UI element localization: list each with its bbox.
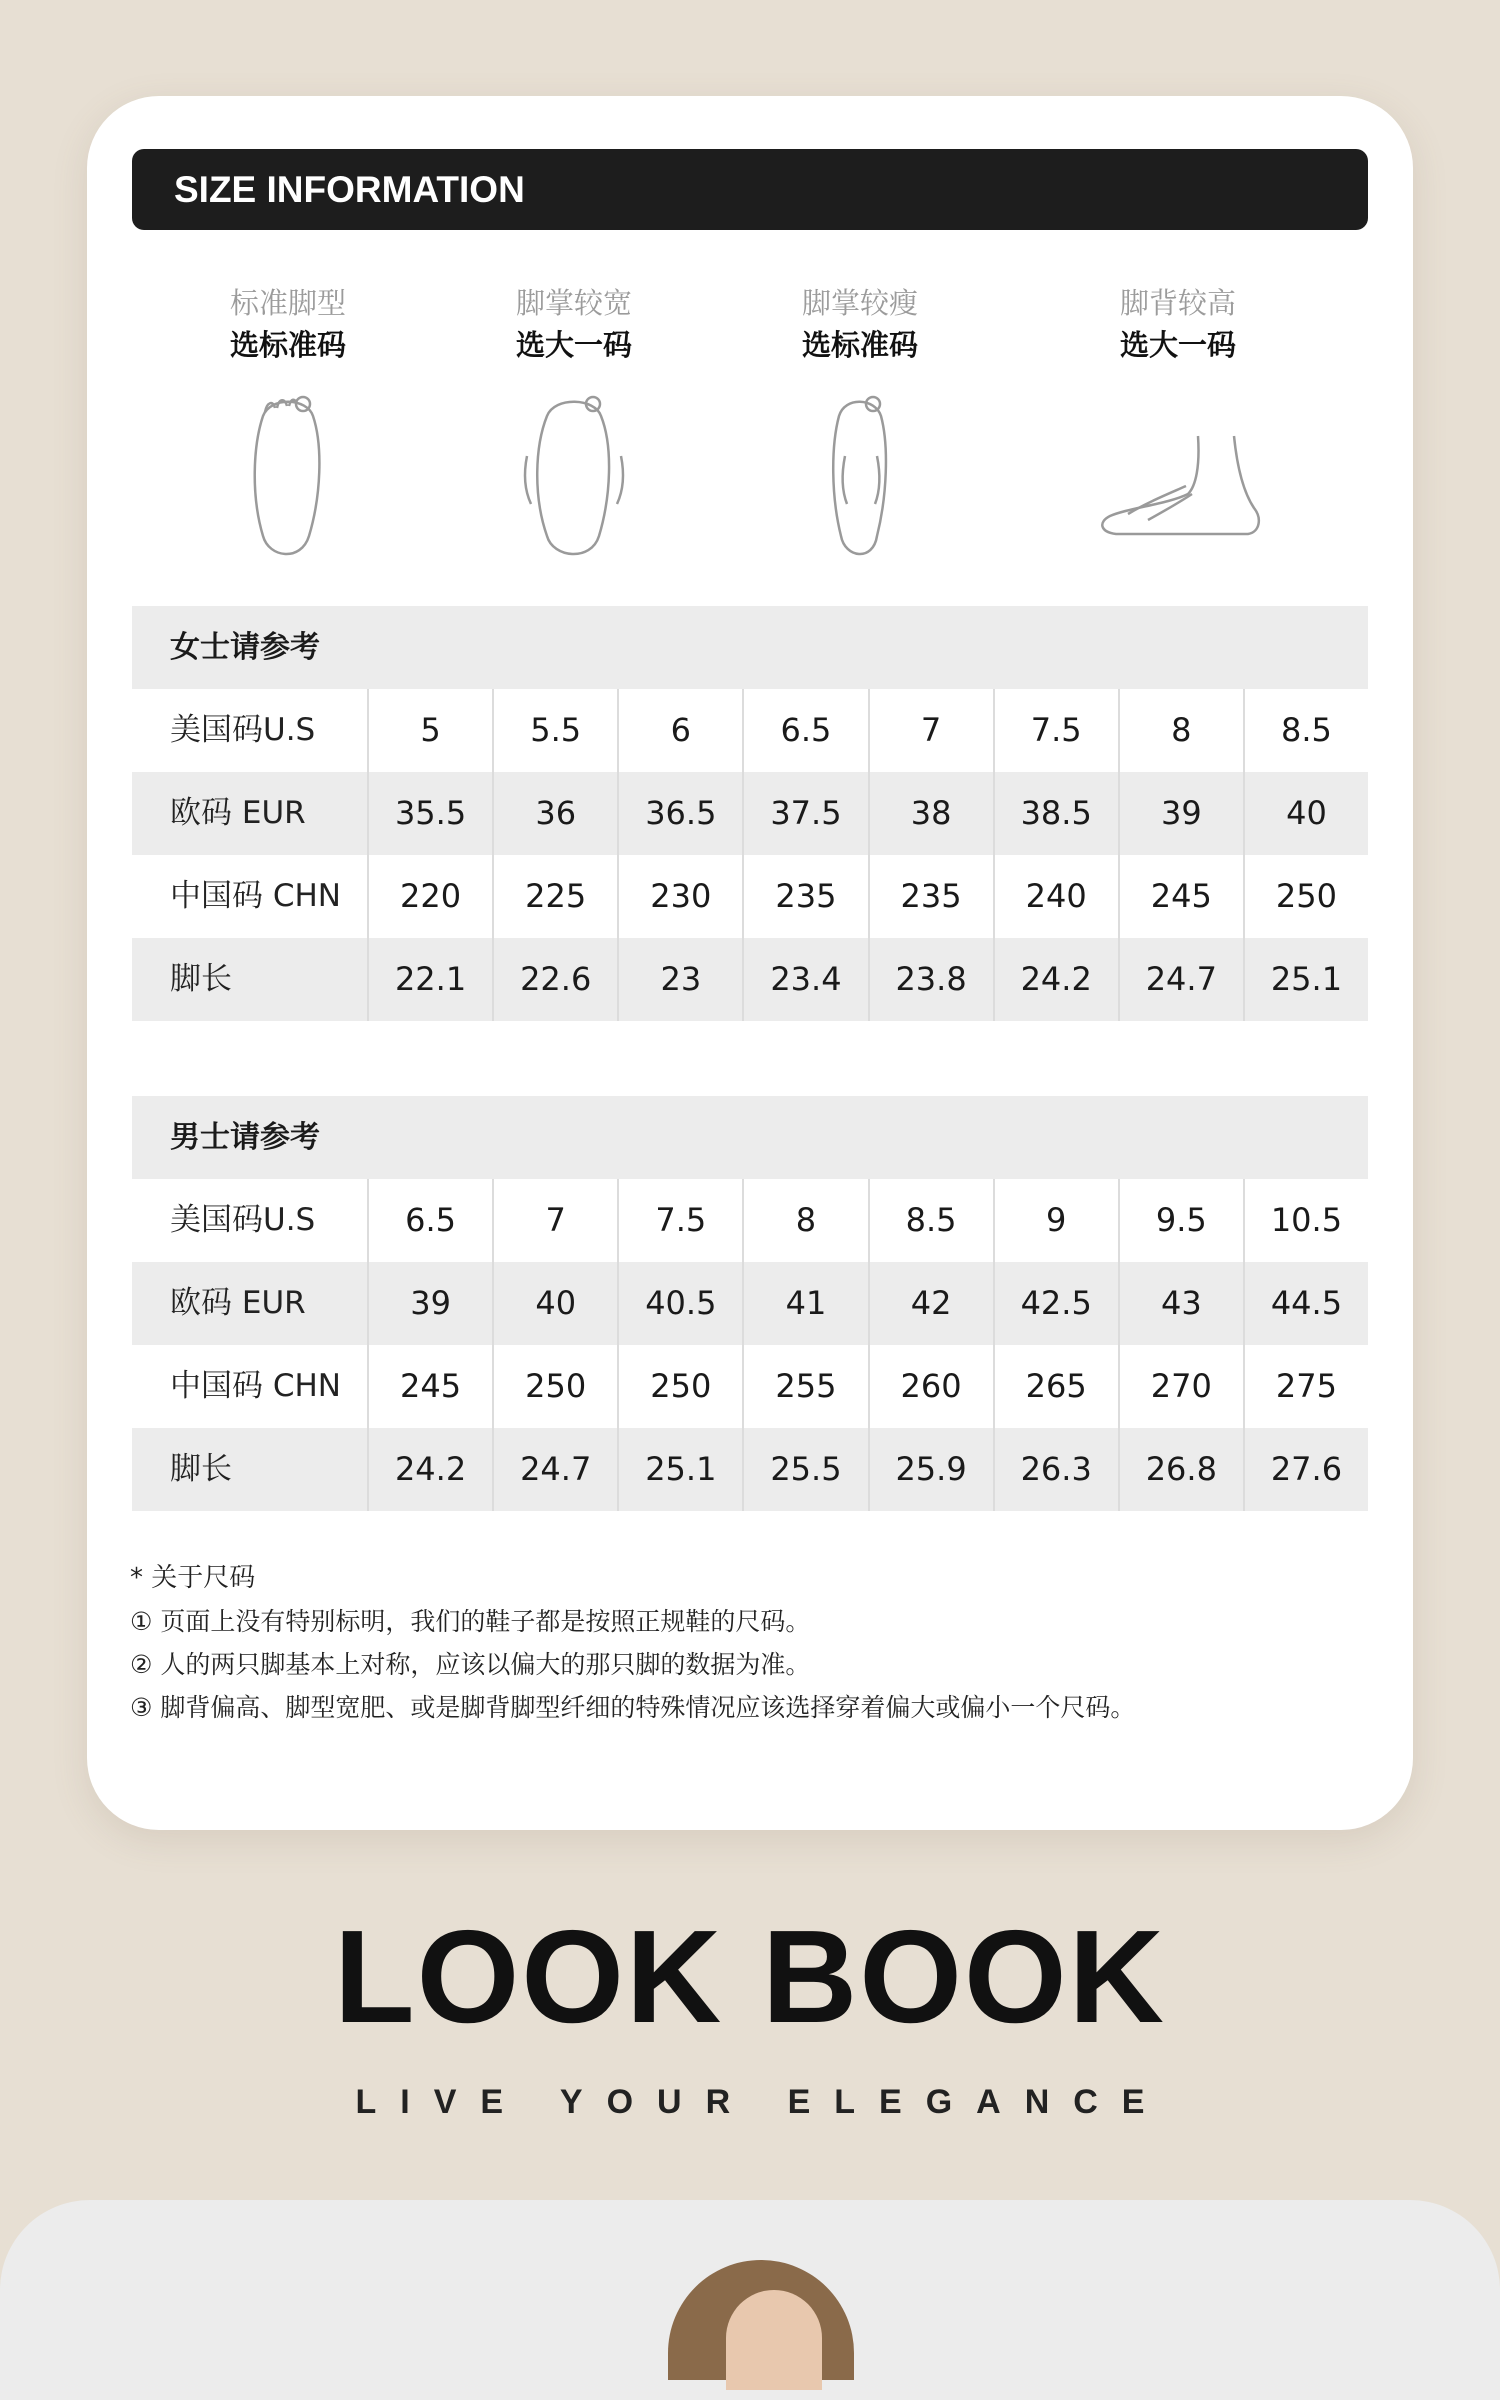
high-instep-foot-icon <box>1088 386 1268 566</box>
table-cell: 250 <box>619 1345 744 1428</box>
table-cell: 43 <box>1120 1262 1245 1345</box>
table-cell: 235 <box>744 855 869 938</box>
note-item: ② 人的两只脚基本上对称，应该以偏大的那只脚的数据为准。 <box>130 1650 811 1679</box>
table-cell: 38.5 <box>995 772 1120 855</box>
table-row <box>132 1262 1368 1345</box>
fit-tip-condition: 脚掌较瘦 <box>801 286 918 320</box>
table-cell: 39 <box>1120 772 1245 855</box>
note-item: ③ 脚背偏高、脚型宽肥、或是脚背脚型纤细的特殊情况应该选择穿着偏大或偏小一个尺码。 <box>130 1693 1136 1722</box>
table-cell: 230 <box>619 855 744 938</box>
table-cell: 25.9 <box>870 1428 995 1511</box>
women-table-title: 女士请参考 <box>132 606 1368 689</box>
table-cell: 25.5 <box>744 1428 869 1511</box>
table-cell: 40 <box>494 1262 619 1345</box>
size-info-banner: SIZE INFORMATION <box>132 149 1368 230</box>
row-label: 脚长 <box>132 938 369 1021</box>
table-cell: 22.1 <box>369 938 494 1021</box>
table-cell: 245 <box>1120 855 1245 938</box>
narrow-foot-icon <box>815 386 905 566</box>
model-face <box>726 2290 822 2390</box>
table-cell: 6.5 <box>369 1179 494 1262</box>
table-cell: 23 <box>619 938 744 1021</box>
table-cell: 26.3 <box>995 1428 1120 1511</box>
table-cell: 250 <box>494 1345 619 1428</box>
men-table-title: 男士请参考 <box>132 1096 1368 1179</box>
table-cell: 7.5 <box>619 1179 744 1262</box>
table-cell: 35.5 <box>369 772 494 855</box>
row-label: 美国码U.S <box>132 689 369 772</box>
fit-tip-standard <box>188 282 388 566</box>
table-cell: 36 <box>494 772 619 855</box>
table-cell: 25.1 <box>619 1428 744 1511</box>
men-size-table <box>132 1096 1368 1511</box>
table-cell: 41 <box>744 1262 869 1345</box>
fit-tip-high-instep <box>1078 282 1278 566</box>
lookbook-photo-panel <box>0 2200 1500 2400</box>
table-cell: 6.5 <box>744 689 869 772</box>
table-cell: 8.5 <box>1280 711 1332 749</box>
table-cell: 240 <box>995 855 1120 938</box>
table-cell: 8.5 <box>870 1179 995 1262</box>
table-cell: 7 <box>870 689 995 772</box>
table-cell: 270 <box>1120 1345 1245 1428</box>
table-cell: 9 <box>995 1179 1120 1262</box>
row-label: 欧码 EUR <box>132 1262 369 1345</box>
women-size-table <box>132 606 1368 1021</box>
table-row <box>132 1179 1368 1262</box>
table-cell: 255 <box>744 1345 869 1428</box>
table-row <box>132 689 1368 772</box>
note-item: ① 页面上没有特别标明，我们的鞋子都是按照正规鞋的尺码。 <box>130 1607 811 1636</box>
table-cell: 40 <box>1286 794 1327 832</box>
table-cell: 275 <box>1275 1367 1337 1405</box>
fit-tip-narrow <box>760 282 960 566</box>
table-cell: 8 <box>744 1179 869 1262</box>
table-cell: 23.4 <box>744 938 869 1021</box>
table-cell: 22.6 <box>494 938 619 1021</box>
table-cell: 36.5 <box>619 772 744 855</box>
row-label: 脚长 <box>132 1428 369 1511</box>
fit-tip-condition: 标准脚型 <box>229 286 346 320</box>
table-cell: 44.5 <box>1270 1284 1343 1322</box>
table-cell: 10.5 <box>1270 1201 1343 1239</box>
table-cell: 5 <box>369 689 494 772</box>
fit-tip-condition: 脚背较高 <box>1119 286 1236 320</box>
table-cell: 23.8 <box>870 938 995 1021</box>
lookbook-tagline: LIVE YOUR ELEGANCE <box>355 2083 1169 2121</box>
fit-tip-advice: 选标准码 <box>801 328 918 362</box>
table-row <box>132 772 1368 855</box>
table-cell: 225 <box>494 855 619 938</box>
table-row <box>132 1428 1368 1511</box>
fit-tip-advice: 选标准码 <box>229 328 346 362</box>
table-cell: 250 <box>1275 877 1337 915</box>
table-row <box>132 938 1368 1021</box>
table-cell: 40.5 <box>619 1262 744 1345</box>
table-cell: 9.5 <box>1120 1179 1245 1262</box>
table-cell: 42 <box>870 1262 995 1345</box>
fit-tip-advice: 选大一码 <box>1119 328 1236 362</box>
table-cell: 5.5 <box>494 689 619 772</box>
table-cell: 6 <box>619 689 744 772</box>
fit-tip-condition: 脚掌较宽 <box>515 286 632 320</box>
table-cell: 245 <box>369 1345 494 1428</box>
row-label: 美国码U.S <box>132 1179 369 1262</box>
table-cell: 220 <box>369 855 494 938</box>
row-label: 中国码 CHN <box>132 855 369 938</box>
notes-title: * 关于尺码 <box>130 1563 256 1593</box>
table-cell: 25.1 <box>1270 960 1343 998</box>
table-cell: 260 <box>870 1345 995 1428</box>
table-cell: 37.5 <box>744 772 869 855</box>
fit-tip-advice: 选大一码 <box>515 328 632 362</box>
row-label: 欧码 EUR <box>132 772 369 855</box>
table-cell: 7.5 <box>995 689 1120 772</box>
table-cell: 265 <box>995 1345 1120 1428</box>
table-cell: 7 <box>494 1179 619 1262</box>
size-notes <box>130 1556 1370 1729</box>
table-cell: 24.2 <box>369 1428 494 1511</box>
size-info-card <box>87 96 1413 1830</box>
wide-foot-icon <box>519 386 629 566</box>
lookbook-title: LOOK BOOK <box>334 1903 1166 2050</box>
table-cell: 38 <box>870 772 995 855</box>
table-cell: 235 <box>870 855 995 938</box>
table-cell: 24.7 <box>1120 938 1245 1021</box>
table-cell: 27.6 <box>1270 1450 1343 1488</box>
standard-foot-icon <box>243 386 333 566</box>
table-cell: 24.2 <box>995 938 1120 1021</box>
table-cell: 26.8 <box>1120 1428 1245 1511</box>
table-row <box>132 855 1368 938</box>
row-label: 中国码 CHN <box>132 1345 369 1428</box>
table-cell: 8 <box>1120 689 1245 772</box>
table-row <box>132 1345 1368 1428</box>
model-photo <box>668 2260 854 2380</box>
table-cell: 39 <box>369 1262 494 1345</box>
fit-tip-wide <box>474 282 674 566</box>
table-cell: 24.7 <box>494 1428 619 1511</box>
table-cell: 42.5 <box>995 1262 1120 1345</box>
